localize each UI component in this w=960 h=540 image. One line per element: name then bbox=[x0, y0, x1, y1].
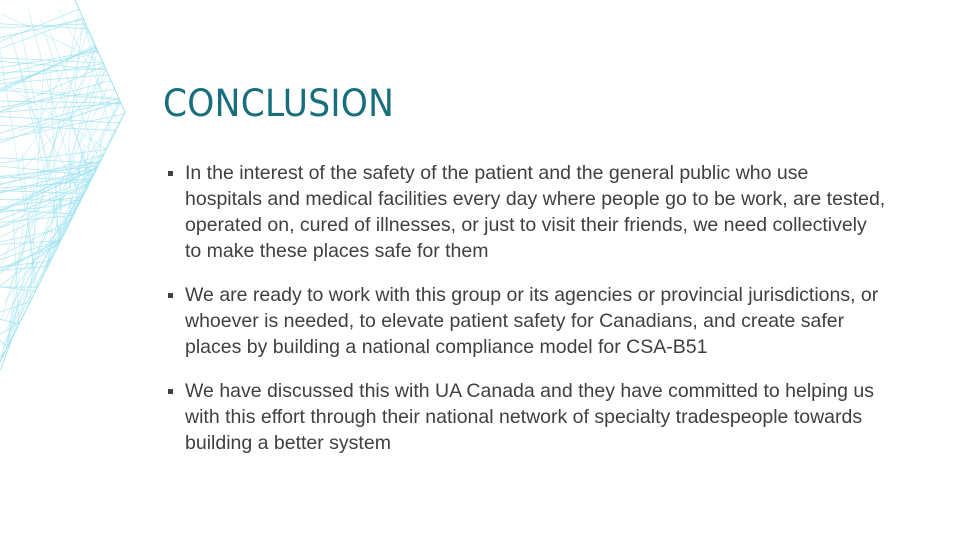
bullet-item bbox=[166, 160, 886, 264]
bullet-list bbox=[166, 160, 886, 474]
slide-title: CONCLUSION bbox=[163, 82, 395, 125]
square-bullet-icon bbox=[168, 293, 173, 298]
bullet-text: In the interest of the safety of the patient and the general public who use hospitals and medical facilities every day where people go to be work, are tested, operated on, cured of illnesses, or just to visit their friends, we need collectively to make these places safe for them bbox=[185, 162, 886, 262]
bullet-item bbox=[166, 378, 886, 456]
bullet-text: We are ready to work with this group or its agencies or provincial jurisdictions, or whoever is needed, to elevate patient safety for Canadians, and create safer places by building a national compliance model for CSA-B51 bbox=[185, 284, 879, 358]
wireframe-decoration bbox=[0, 0, 140, 370]
bullet-text: We have discussed this with UA Canada and they have committed to helping us with this effort through their national network of specialty tradespeople towards building a better system bbox=[185, 380, 875, 454]
square-bullet-icon bbox=[168, 389, 173, 394]
bullet-item bbox=[166, 282, 886, 360]
square-bullet-icon bbox=[168, 171, 173, 176]
